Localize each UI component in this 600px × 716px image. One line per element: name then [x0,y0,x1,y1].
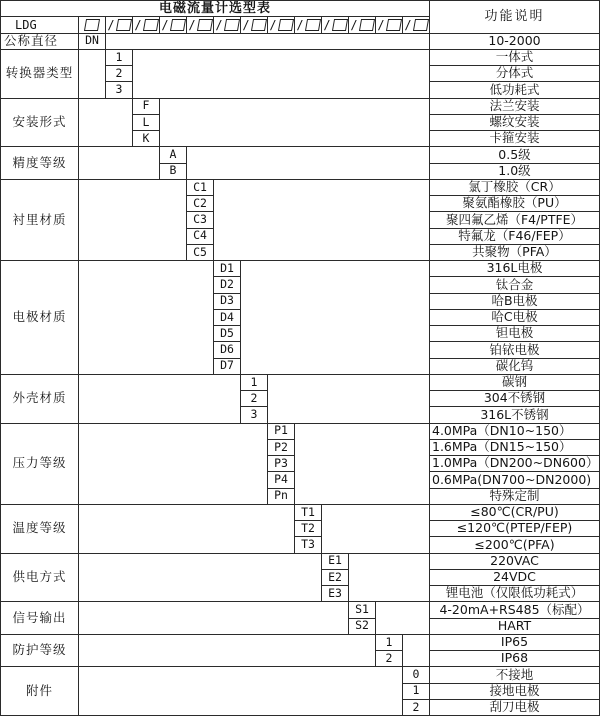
empty-cell [322,505,430,554]
empty-cell [160,99,430,148]
checkbox-icon [224,19,240,31]
category-label: 温度等级 [1,505,79,554]
code-cell: S1 [349,602,376,618]
category-block [0,602,600,635]
slash-separator: / [377,17,385,32]
checkbox-icon [251,19,267,31]
code-cell: 2 [376,651,403,667]
code-cell: D7 [214,359,241,375]
empty-cell [79,99,133,148]
description-cell: ≤200℃(PFA) [430,537,600,553]
function-column-header: 功能说明 [430,1,600,34]
code-cell: S2 [349,619,376,635]
empty-cell [376,602,430,635]
checkbox-icon [413,19,429,31]
description-cell: 聚四氟乙烯（F4/PTFE） [430,212,600,228]
code-cell: B [160,164,187,180]
code-cell: T2 [295,521,322,537]
description-cell: 304不锈钢 [430,391,600,407]
empty-cell [79,261,214,375]
slash-separator: / [188,17,196,32]
description-cell: 钽电极 [430,326,600,342]
description-cell: 特殊定制 [430,489,600,505]
description-cell: 聚氨酯橡胶（PU） [430,196,600,212]
model-slot-cell [106,17,133,33]
checkbox-icon [170,19,186,31]
description-cell: 法兰安装 [430,99,600,115]
slash-separator: / [134,17,142,32]
code-cell: 2 [403,700,430,716]
description-cell: ≤80℃(CR/PU) [430,505,600,521]
checkbox-icon [386,19,402,31]
code-cell: E3 [322,586,349,602]
description-cell-dn: 10-2000 [430,34,600,50]
description-cell: 4-20mA+RS485（标配） [430,602,600,618]
description-cell: 0.5级 [430,147,600,163]
slash-separator: / [215,17,223,32]
category-block [0,147,600,180]
model-prefix: LDG [1,17,79,33]
checkbox-icon [197,19,213,31]
checkbox-icon [359,19,375,31]
category-label: 压力等级 [1,424,79,505]
description-cell: 螺纹安装 [430,115,600,131]
category-label-dn: 公称直径 [1,34,79,50]
code-cell: 2 [241,391,268,407]
model-slot-cell [160,17,187,33]
code-cell: C4 [187,229,214,245]
category-block [0,505,600,554]
description-cell: 碳化钨 [430,359,600,375]
description-cell: 铂铱电极 [430,342,600,358]
model-slot-cell [133,17,160,33]
code-cell: C5 [187,245,214,261]
table-title: 电磁流量计选型表 [1,1,430,17]
description-cell: 特氟龙（F46/FEP） [430,229,600,245]
code-cell: P4 [268,472,295,488]
category-label: 电极材质 [1,261,79,375]
category-block [0,375,600,424]
slash-separator: / [107,17,115,32]
description-cell: 碳钢 [430,375,600,391]
empty-cell [106,34,430,50]
category-label: 转换器类型 [1,50,79,99]
code-cell: L [133,115,160,131]
code-cell: D5 [214,326,241,342]
description-cell: 1.0MPa（DN200~DN600） [432,456,599,471]
slash-separator: / [242,17,250,32]
table-header [0,1,600,50]
code-cell: 1 [376,635,403,651]
empty-cell [79,554,322,603]
category-label: 安装形式 [1,99,79,148]
description-cell: ≤120℃(PTEP/FEP) [430,521,600,537]
empty-cell [79,635,376,668]
description-cell: 低功耗式 [430,82,600,98]
model-slot-cell [403,17,430,33]
description-cell: 220VAC [430,554,600,570]
empty-cell [79,424,268,505]
category-label: 附件 [1,667,79,716]
slash-separator: / [350,17,358,32]
description-cell: IP65 [430,635,600,651]
description-cell: 4.0MPa（DN10~150） [430,424,600,440]
code-cell: D4 [214,310,241,326]
description-cell: 一体式 [430,50,600,66]
code-cell: C3 [187,212,214,228]
description-cell: 哈B电极 [430,294,600,310]
checkbox-icon [143,19,159,31]
category-block [0,667,600,716]
code-cell: P3 [268,456,295,472]
model-slot-cell [322,17,349,33]
slash-separator: / [404,17,412,32]
description-cell: 接地电极 [430,684,600,700]
code-cell-dn: DN [79,34,106,50]
code-cell: D6 [214,342,241,358]
table-body [0,50,600,716]
empty-cell [214,180,430,261]
code-cell: 3 [241,407,268,423]
code-cell: 1 [106,50,133,66]
empty-cell [187,147,430,180]
model-slot-cell [349,17,376,33]
code-cell: P2 [268,440,295,456]
slash-separator: / [161,17,169,32]
description-cell: HART [430,619,600,635]
code-cell: 3 [106,82,133,98]
description-cell: 分体式 [430,66,600,82]
empty-cell [79,505,295,554]
category-block [0,261,600,375]
category-block [0,180,600,261]
checkbox-icon [278,19,294,31]
code-cell: E2 [322,570,349,586]
empty-cell [79,602,349,635]
category-label: 衬里材质 [1,180,79,261]
model-slot-cell [268,17,295,33]
code-cell: D1 [214,261,241,277]
code-cell: 0 [403,667,430,683]
code-cell: F [133,99,160,115]
empty-cell [79,375,241,424]
category-block [0,424,600,505]
description-cell: 钛合金 [430,277,600,293]
slash-separator: / [323,17,331,32]
description-cell: 共聚物（PFA） [430,245,600,261]
model-slot-cell [295,17,322,33]
category-block [0,99,600,148]
code-cell: P1 [268,424,295,440]
description-cell: 刮刀电极 [430,700,600,716]
empty-cell [79,180,187,261]
code-cell: T1 [295,505,322,521]
code-cell: A [160,147,187,163]
description-cell: 24VDC [430,570,600,586]
model-slot-cell [241,17,268,33]
empty-cell [79,147,160,180]
empty-cell [133,50,430,99]
code-cell: 2 [106,66,133,82]
description-cell: 哈C电极 [430,310,600,326]
empty-cell [349,554,430,603]
empty-cell [295,424,430,505]
code-cell: 1 [403,684,430,700]
model-box-cell [79,17,106,33]
category-block [0,635,600,668]
empty-cell [403,635,430,668]
description-cell: 316L不锈钢 [430,407,600,423]
slash-separator: / [269,17,277,32]
description-cell: 不接地 [430,667,600,683]
description-cell: 316L电极 [430,261,600,277]
code-cell: E1 [322,554,349,570]
code-cell: D2 [214,277,241,293]
category-label: 防护等级 [1,635,79,668]
description-cell: 1.0级 [430,164,600,180]
model-slot-cell [187,17,214,33]
code-cell: 1 [241,375,268,391]
code-cell: C2 [187,196,214,212]
category-label: 外壳材质 [1,375,79,424]
empty-cell [241,261,430,375]
category-label: 信号输出 [1,602,79,635]
description-cell: 氯丁橡胶（CR） [430,180,600,196]
category-block [0,50,600,99]
category-block [0,554,600,603]
category-label: 精度等级 [1,147,79,180]
category-label: 供电方式 [1,554,79,603]
checkbox-icon [332,19,348,31]
checkbox-icon [84,19,100,31]
checkbox-icon [305,19,321,31]
code-cell: T3 [295,537,322,553]
description-cell: 卡箍安装 [430,131,600,147]
empty-cell [79,667,403,716]
description-cell: 0.6MPa(DN700~DN2000) [430,472,600,488]
code-cell: D3 [214,294,241,310]
description-cell: IP68 [430,651,600,667]
checkbox-icon [116,19,132,31]
description-cell: 锂电池（仅限低功耗式） [430,586,600,602]
description-cell: 1.6MPa（DN15~150） [430,440,600,456]
code-cell: C1 [187,180,214,196]
code-cell: K [133,131,160,147]
model-slot-cell [376,17,403,33]
code-cell: Pn [268,489,295,505]
empty-cell [79,50,106,99]
slash-separator: / [296,17,304,32]
model-slot-cell [214,17,241,33]
empty-cell [268,375,430,424]
